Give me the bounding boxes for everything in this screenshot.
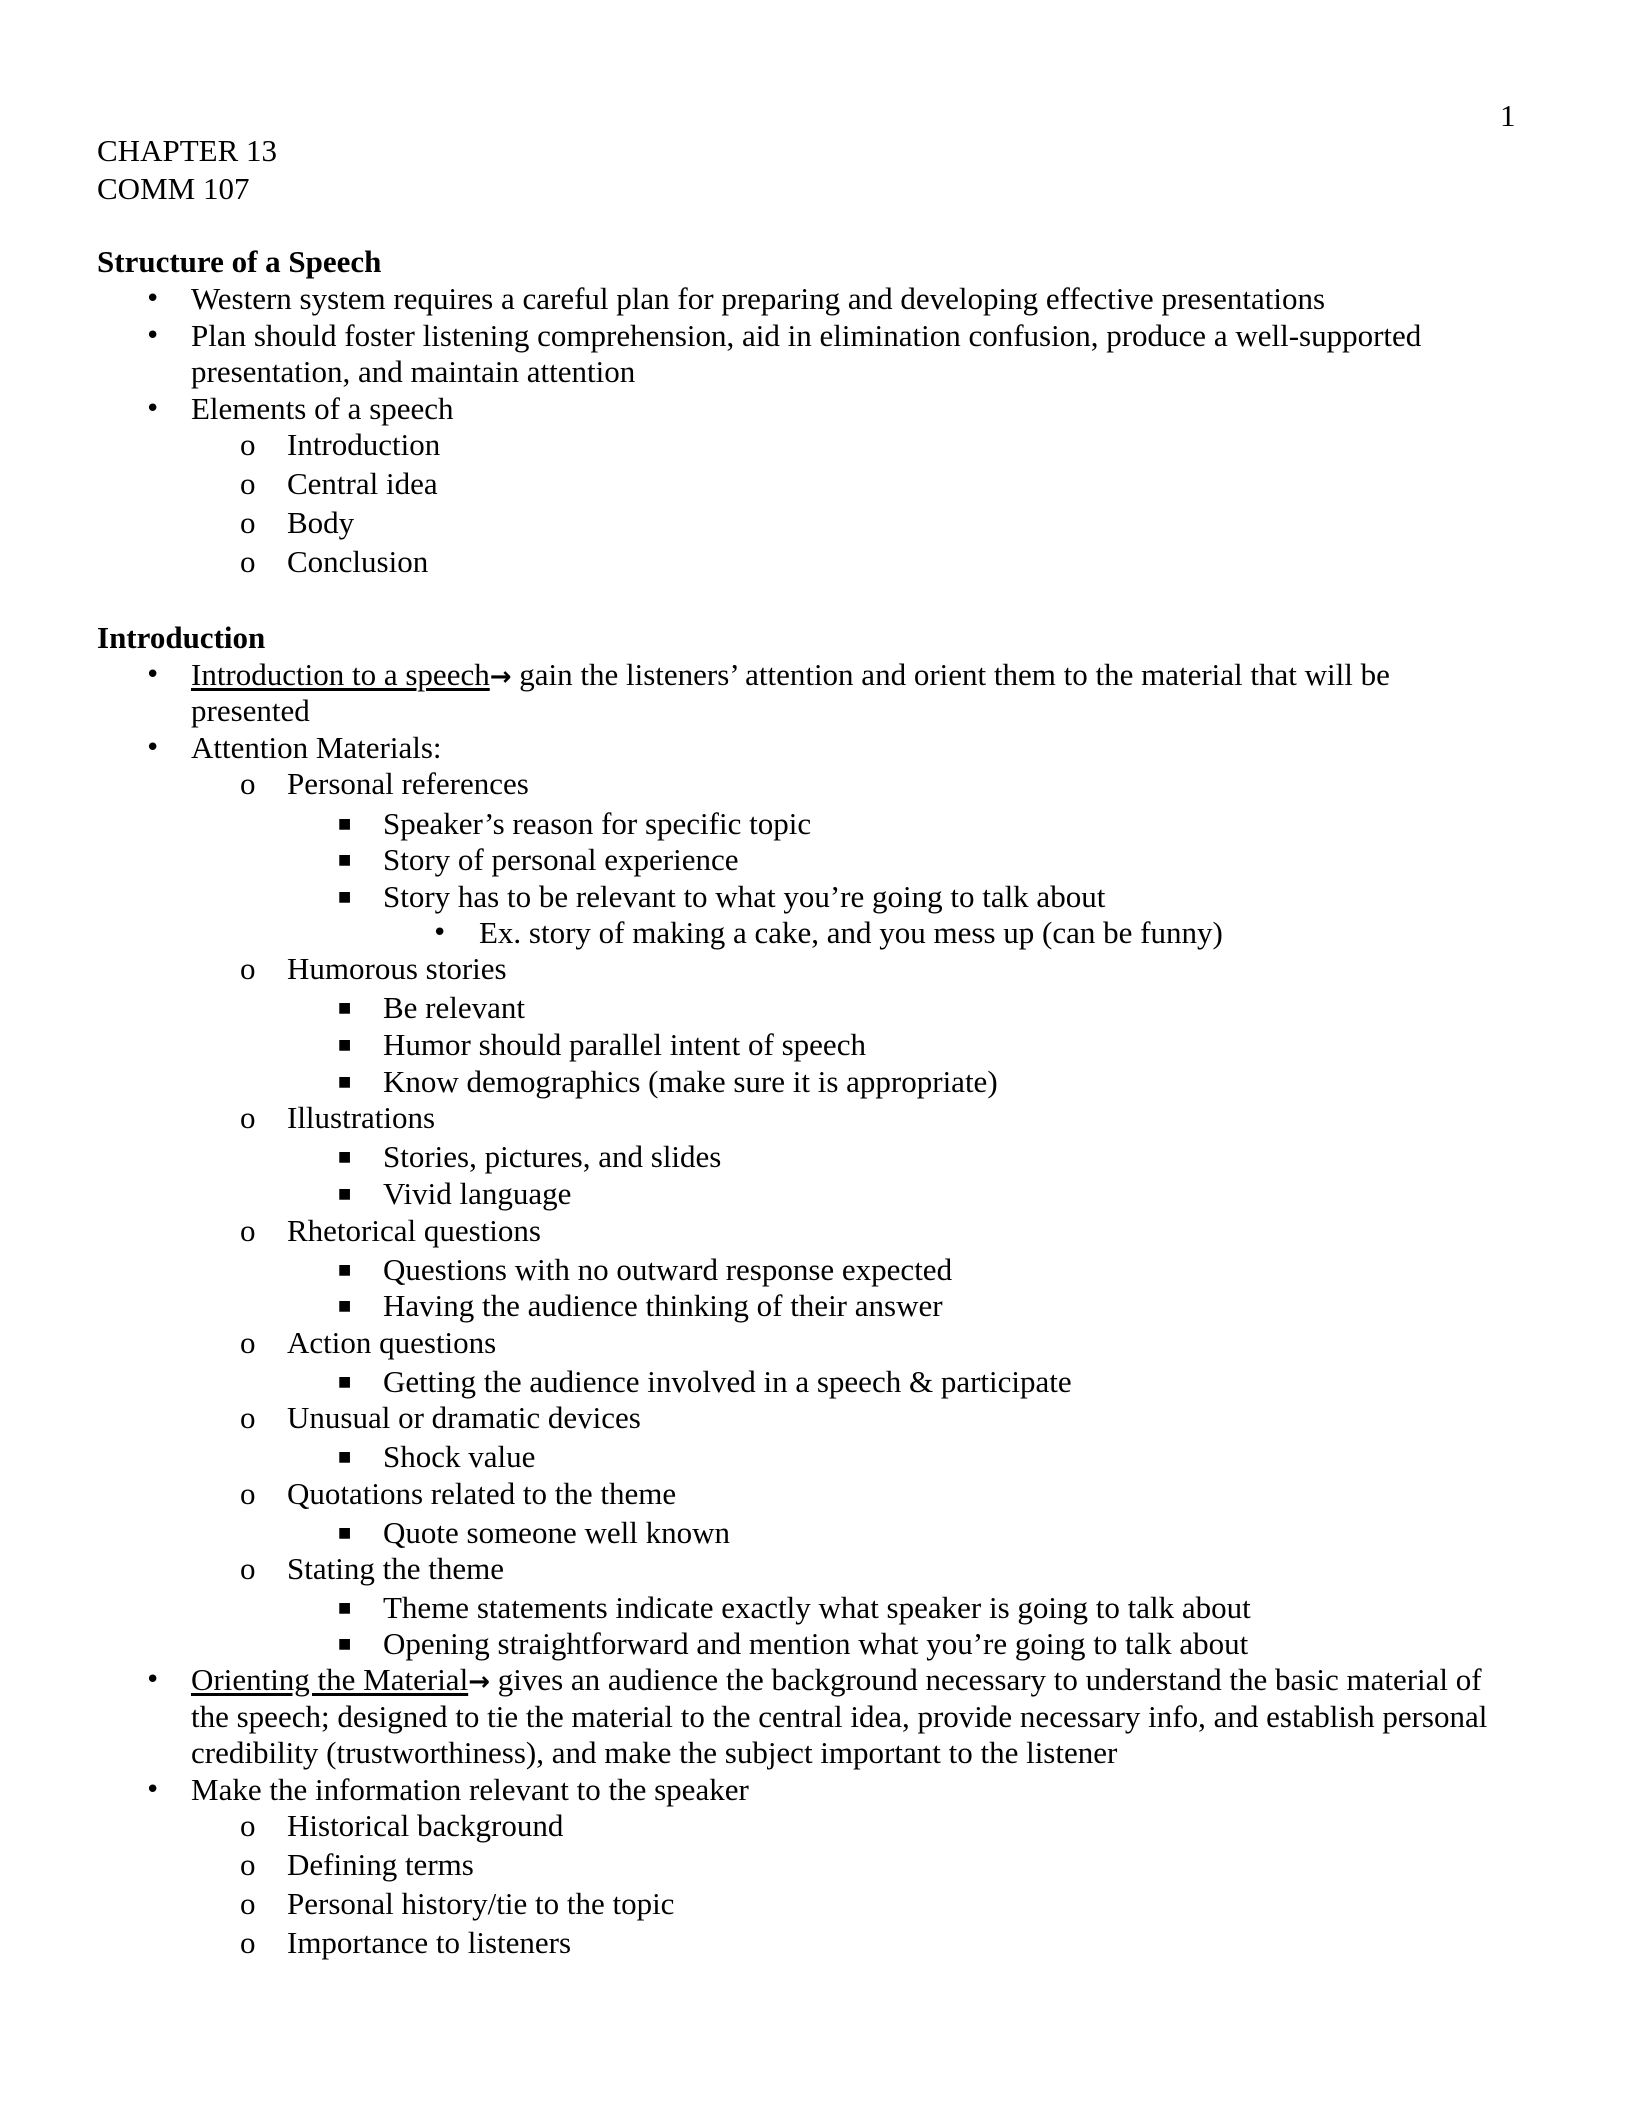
bullet-marker: • xyxy=(145,660,161,690)
square-marker: ■ xyxy=(338,1074,352,1090)
bullet-marker: • xyxy=(145,1665,161,1695)
circle-marker: o xyxy=(240,544,256,579)
defined-term: Orienting the Material xyxy=(191,1662,469,1697)
circle-marker: o xyxy=(240,427,256,462)
circle-marker: o xyxy=(240,505,256,540)
definition-text xyxy=(191,657,1390,695)
list-item-text: Personal history/tie to the topic xyxy=(287,1886,675,1921)
course-line: COMM 107 xyxy=(97,171,250,206)
list-item-text: Personal references xyxy=(287,766,529,801)
square-marker: ■ xyxy=(338,1262,352,1278)
list-item-text: Body xyxy=(287,505,355,540)
circle-marker: o xyxy=(240,1400,256,1435)
list-item-text: the speech; designed to tie the material to the central idea, provide necessary info, and establish personal xyxy=(191,1699,1488,1734)
list-item-text: Illustrations xyxy=(287,1100,436,1135)
list-item-text: credibility (trustworthiness), and make the subject important to the listener xyxy=(191,1735,1118,1770)
bullet-marker: • xyxy=(145,284,161,314)
list-item-text: Humor should parallel intent of speech xyxy=(383,1027,866,1062)
circle-marker: o xyxy=(240,1100,256,1135)
list-item-text: Opening straightforward and mention what you’re going to talk about xyxy=(383,1626,1249,1661)
circle-marker: o xyxy=(240,766,256,801)
list-item-text: Rhetorical questions xyxy=(287,1213,541,1248)
list-item-text: Quotations related to the theme xyxy=(287,1476,677,1511)
document-header xyxy=(97,133,277,209)
list-item-text: presented xyxy=(191,693,310,728)
bullet-marker: • xyxy=(432,918,448,948)
list-item-text: Western system requires a careful plan for preparing and developing effective presentations xyxy=(191,281,1326,316)
definition-text xyxy=(191,1662,1482,1700)
circle-marker: o xyxy=(240,1213,256,1248)
definition: gain the listeners’ attention and orient them to the material that will be xyxy=(511,657,1390,692)
list-item-text: Make the information relevant to the speaker xyxy=(191,1772,749,1807)
list-item-text: Elements of a speech xyxy=(191,391,454,426)
list-item-text: Unusual or dramatic devices xyxy=(287,1400,641,1435)
circle-marker: o xyxy=(240,1476,256,1511)
circle-marker: o xyxy=(240,1325,256,1360)
page-number: 1 xyxy=(1500,98,1516,133)
list-item-text: Action questions xyxy=(287,1325,497,1360)
square-marker: ■ xyxy=(338,1000,352,1016)
list-item-text: Be relevant xyxy=(383,990,526,1025)
list-item-text: Having the audience thinking of their answer xyxy=(383,1288,943,1323)
list-item-text: Quote someone well known xyxy=(383,1515,730,1550)
square-marker: ■ xyxy=(338,1298,352,1314)
list-item-text: Historical background xyxy=(287,1808,564,1843)
circle-marker: o xyxy=(240,1925,256,1960)
list-item-text: Story has to be relevant to what you’re going to talk about xyxy=(383,879,1106,914)
list-item-text: Vivid language xyxy=(383,1176,572,1211)
list-item-text: presentation, and maintain attention xyxy=(191,354,636,389)
list-item-text: Getting the audience involved in a speech & participate xyxy=(383,1364,1072,1399)
square-marker: ■ xyxy=(338,1449,352,1465)
square-marker: ■ xyxy=(338,1149,352,1165)
bullet-marker: • xyxy=(145,321,161,351)
list-item-text: Plan should foster listening comprehension, aid in elimination confusion, produce a well-supported xyxy=(191,318,1422,353)
square-marker: ■ xyxy=(338,852,352,868)
circle-marker: o xyxy=(240,1551,256,1586)
square-marker: ■ xyxy=(338,1525,352,1541)
circle-marker: o xyxy=(240,951,256,986)
list-item-text: Know demographics (make sure it is appropriate) xyxy=(383,1064,998,1099)
bullet-marker: • xyxy=(145,1775,161,1805)
square-marker: ■ xyxy=(338,889,352,905)
circle-marker: o xyxy=(240,1847,256,1882)
section-heading-introduction: Introduction xyxy=(97,620,266,655)
square-marker: ■ xyxy=(338,1186,352,1202)
square-marker: ■ xyxy=(338,1374,352,1390)
definition: gives an audience the background necessary to understand the basic material of xyxy=(489,1662,1482,1697)
list-item-text: Humorous stories xyxy=(287,951,507,986)
circle-marker: o xyxy=(240,1808,256,1843)
square-marker: ■ xyxy=(338,1600,352,1616)
arrow-icon: → xyxy=(489,662,512,692)
list-item-text: Questions with no outward response expected xyxy=(383,1252,953,1287)
circle-marker: o xyxy=(240,466,256,501)
defined-term: Introduction to a speech xyxy=(191,657,490,692)
list-item-text: Story of personal experience xyxy=(383,842,739,877)
list-item-text: Ex. story of making a cake, and you mess up (can be funny) xyxy=(479,915,1223,950)
list-item-text: Conclusion xyxy=(287,544,429,579)
square-marker: ■ xyxy=(338,1037,352,1053)
circle-marker: o xyxy=(240,1886,256,1921)
list-item-text: Central idea xyxy=(287,466,438,501)
arrow-icon: → xyxy=(468,1667,490,1697)
list-item-text: Shock value xyxy=(383,1439,536,1474)
chapter-line: CHAPTER 13 xyxy=(97,133,277,168)
list-item-text: Stories, pictures, and slides xyxy=(383,1139,722,1174)
section-heading-structure: Structure of a Speech xyxy=(97,244,382,279)
list-item-text: Introduction xyxy=(287,427,441,462)
square-marker: ■ xyxy=(338,816,352,832)
list-item-text: Stating the theme xyxy=(287,1551,504,1586)
list-item-text: Speaker’s reason for specific topic xyxy=(383,806,812,841)
square-marker: ■ xyxy=(338,1636,352,1652)
list-item-text: Attention Materials: xyxy=(191,730,442,765)
list-item-text: Defining terms xyxy=(287,1847,474,1882)
list-item-text: Theme statements indicate exactly what speaker is going to talk about xyxy=(383,1590,1251,1625)
bullet-marker: • xyxy=(145,394,161,424)
bullet-marker: • xyxy=(145,733,161,763)
list-item-text: Importance to listeners xyxy=(287,1925,572,1960)
